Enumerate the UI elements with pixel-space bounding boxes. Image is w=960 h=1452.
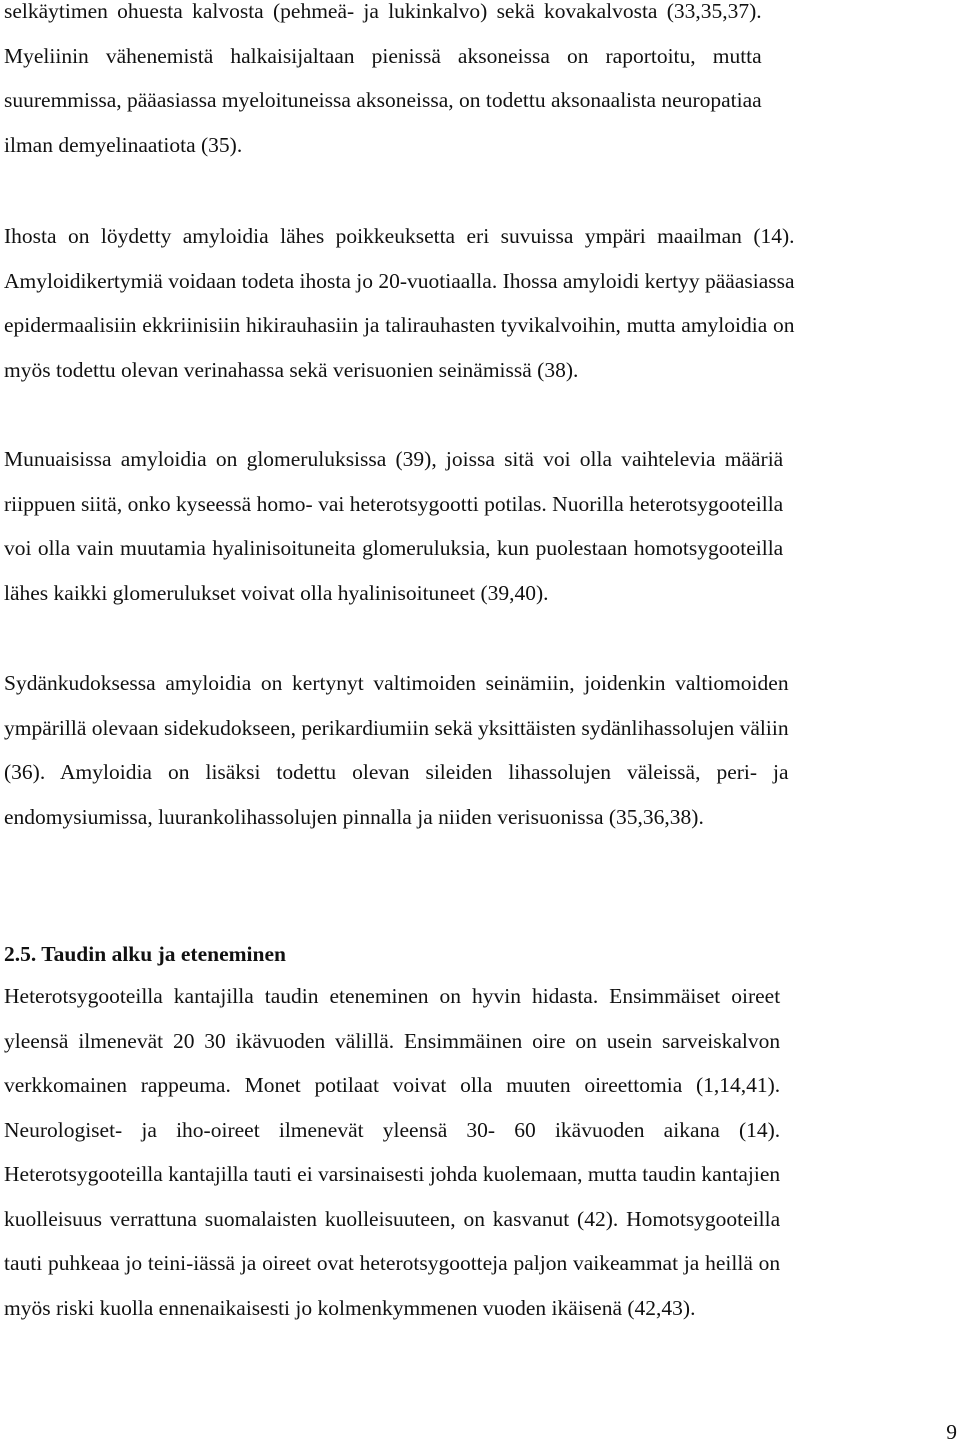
text-line: Heterotsygooteilla kantajilla tauti ei varsinaisesti johda kuolemaan, mutta taudin kantajien (4, 1162, 781, 1186)
text-line: epidermaalisiin ekkriinisiin hikirauhasiin ja talirauhasten tyvikalvoihin, mutta amyloidia on (4, 313, 795, 337)
text-line: Sydänkudoksessa amyloidia on kertynyt valtimoiden seinämiin, joidenkin valtiomoiden (4, 671, 789, 695)
text-line: yleensä ilmenevät 20 30 ikävuoden välillä. Ensimmäinen oire on usein sarveiskalvon (4, 1028, 781, 1053)
text-line: tauti puhkeaa jo teini-iässä ja oireet ovat heterotsygootteja paljon vaikeammat ja heillä on (4, 1251, 781, 1275)
text-line: lähes kaikki glomerulukset voivat olla hyalinisoituneet (39,40). (4, 580, 549, 605)
text-line: Munuaisissa amyloidia on glomeruluksissa (39), joissa sitä voi olla vaihtelevia määriä (4, 447, 784, 471)
text-line: kuolleisuus verrattuna suomalaisten kuolleisuuteen, on kasvanut (42). Homotsygooteilla (4, 1206, 781, 1231)
page-number: 9 (946, 1420, 957, 1444)
paragraph-skin (4, 214, 795, 392)
text-line: ympärillä olevaan sidekudokseen, perikardiumiin sekä yksittäisten sydänlihassolujen väliin (4, 715, 789, 740)
section-heading: 2.5. Taudin alku ja eteneminen (4, 942, 286, 966)
text-line: Ihosta on löydetty amyloidia lähes poikkeuksetta eri suvuissa ympäri maailman (14). (4, 224, 795, 248)
text-line: Neurologiset- ja iho-oireet ilmenevät yleensä 30- 60 ikävuoden aikana (14). (4, 1117, 781, 1142)
paragraph-kidneys (4, 437, 783, 615)
text-line: myös todettu olevan verinahassa sekä verisuonien seinämissä (38). (4, 357, 579, 382)
text-line: ilman demyelinaatiota (35). (4, 132, 243, 157)
text-line: myös riski kuolla ennenaikaisesti jo kolmenkymmenen vuoden ikäisenä (42,43). (4, 1295, 696, 1320)
paragraph-disease-onset (4, 974, 780, 1330)
paragraph-nervous-system (4, 0, 762, 167)
text-line: Myeliinin vähenemistä halkaisijaltaan pienissä aksoneissa on raportoitu, mutta (4, 43, 762, 68)
text-line: endomysiumissa, luurankolihassolujen pinnalla ja niiden verisuonissa (35,36,38). (4, 804, 704, 829)
text-line: Heterotsygooteilla kantajilla taudin eteneminen on hyvin hidasta. Ensimmäiset oireet (4, 984, 781, 1008)
text-line: riippuen siitä, onko kyseessä homo- vai heterotsygootti potilas. Nuorilla heterotsygooteilla (4, 491, 784, 516)
text-line: Amyloidikertymiä voidaan todeta ihosta jo 20-vuotiaalla. Ihossa amyloidi kertyy pääasiassa (4, 268, 795, 293)
text-line: selkäytimen ohuesta kalvosta (pehmeä- ja lukinkalvo) sekä kovakalvosta (33,35,37). (4, 0, 762, 23)
text-line: voi olla vain muutamia hyalinisoituneita glomeruluksia, kun puolestaan homotsygooteilla (4, 536, 784, 560)
text-line: suuremmissa, pääasiassa myeloituneissa aksoneissa, on todettu aksonaalista neuropatiaa (4, 88, 762, 112)
paragraph-heart (4, 661, 789, 839)
text-line: (36). Amyloidia on lisäksi todettu olevan sileiden lihassolujen väleissä, peri- ja (4, 760, 789, 784)
text-line: verkkomainen rappeuma. Monet potilaat voivat olla muuten oireettomia (1,14,41). (4, 1073, 781, 1097)
